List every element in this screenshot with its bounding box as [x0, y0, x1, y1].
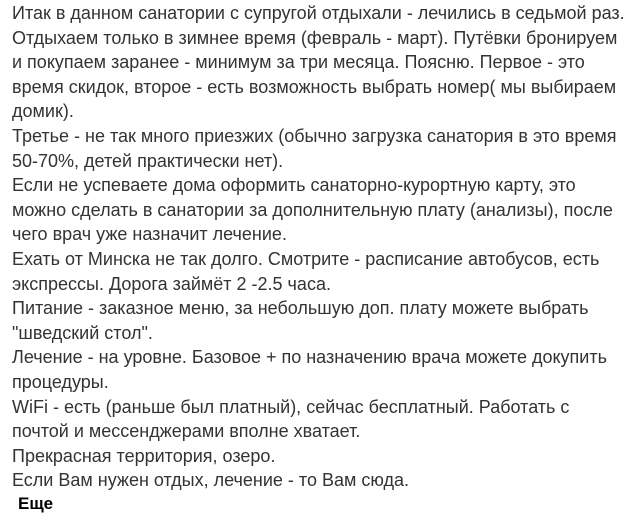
review-paragraph: Если Вам нужен отдых, лечение - то Вам сюда. [12, 470, 409, 491]
review-paragraph: Прекрасная территория, озеро. [12, 445, 276, 466]
review-paragraph: Третье - не так много приезжих (обычно загрузка санатория в это время 50-70%, детей практически нет). [12, 125, 617, 171]
review-paragraph: Итак в данном санатории с супругой отдыхали - лечились в седьмой раз. Отдыхаем только в зимнее время (февраль - март). Путёвки бронируем и покупаем заранее - минимум за три месяца. Поясню. Первое - это время скидок, второе - есть возможность выбрать номер( мы выбираем домик). [12, 3, 625, 122]
review-paragraph: WiFi - есть (раньше был платный), сейчас бесплатный. Работать с почтой и мессенджерами вполне хватает. [12, 396, 570, 442]
review-paragraph: Лечение - на уровне. Базовое + по назначению врача можете докупить процедуры. [12, 347, 607, 392]
show-more-link[interactable]: Еще [18, 493, 54, 513]
review-paragraph: Питание - заказное меню, за небольшую доп. плату можете выбрать "шведский стол". [12, 298, 589, 343]
review-paragraph: Ехать от Минска не так долго. Смотрите - расписание автобусов, есть экспрессы. Дорога займёт 2 -2.5 часа. [12, 248, 600, 294]
review-paragraph: Если не успеваете дома оформить санаторно-курортную карту, это можно сделать в санатории за дополнительную плату (анализы), после чего врач уже назначит лечение. [12, 175, 613, 245]
review-text [12, 1, 629, 493]
